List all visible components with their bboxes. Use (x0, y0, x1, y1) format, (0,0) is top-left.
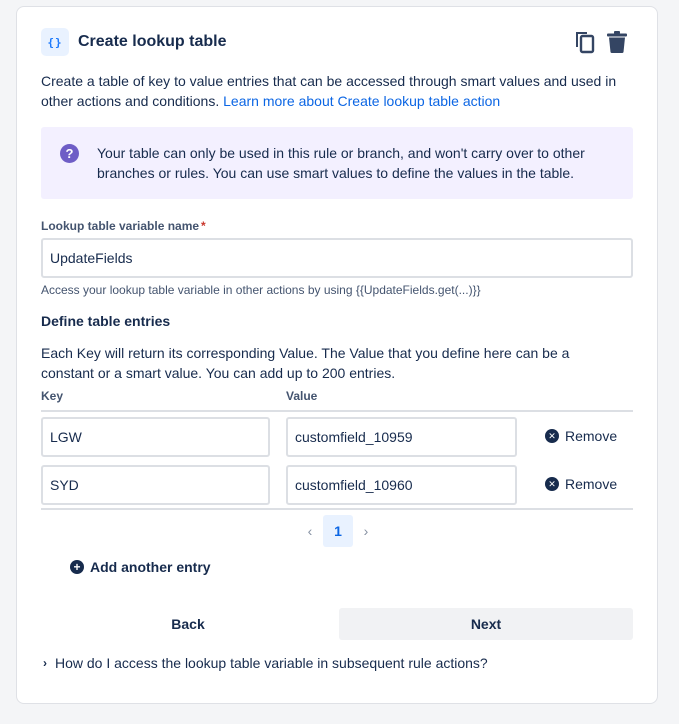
copy-button[interactable] (573, 29, 597, 55)
plus-circle-icon: + (70, 560, 84, 574)
chevron-right-icon: › (43, 656, 47, 670)
panel-title: Create lookup table (78, 33, 227, 50)
panel-header (41, 27, 633, 57)
create-lookup-table-panel (16, 6, 658, 704)
page-button-1[interactable]: 1 (323, 515, 353, 547)
entries-title: Define table entries (41, 313, 171, 329)
value-value: customfield_10959 (295, 429, 413, 445)
value-column-header: Value (286, 389, 318, 403)
remove-label: Remove (565, 476, 618, 492)
key-input[interactable] (41, 417, 270, 457)
trash-icon (606, 30, 628, 54)
key-input[interactable] (41, 465, 270, 505)
copy-icon (574, 30, 596, 54)
delete-button[interactable] (605, 29, 629, 55)
key-value: LGW (50, 429, 82, 445)
variable-name-input[interactable] (41, 238, 633, 278)
faq-question: How do I access the lookup table variable in subsequent rule actions? (55, 655, 488, 671)
curly-braces-icon: {} (41, 28, 69, 56)
add-entry-label: Add another entry (90, 559, 211, 575)
info-banner (41, 127, 633, 199)
value-value: customfield_10960 (295, 477, 413, 493)
value-input[interactable] (286, 465, 517, 505)
chevron-right-icon[interactable]: › (363, 523, 369, 539)
variable-helper-text: Access your lookup table variable in other actions by using {{UpdateFields.get(...)}} (41, 283, 481, 297)
chevron-left-icon[interactable]: ‹ (307, 523, 313, 539)
question-circle-icon: ? (60, 144, 79, 163)
learn-more-link[interactable]: Learn more about Create lookup table action (223, 93, 501, 109)
table-top-divider (41, 410, 633, 412)
add-entry-button[interactable] (70, 559, 211, 575)
key-column-header: Key (41, 389, 64, 403)
faq-expander[interactable] (43, 655, 488, 671)
variable-name-label (41, 219, 206, 233)
remove-label: Remove (565, 428, 618, 444)
cross-circle-icon: ✕ (545, 477, 559, 491)
header-actions (573, 29, 629, 55)
next-button[interactable]: Next (339, 608, 633, 640)
panel-description (41, 71, 641, 111)
required-mark: * (201, 219, 206, 233)
table-bottom-divider (41, 508, 633, 510)
pagination (303, 515, 373, 547)
description-text: Create a table of key to value entries that can be accessed through smart values and used in other actions and conditions. (41, 73, 617, 109)
info-text: Your table can only be used in this rule or branch, and won't carry over to other branches or rules. You can use smart values to define the values in the table. (97, 145, 585, 181)
entries-description: Each Key will return its corresponding Value. The Value that you define here can be a constant or a smart value. You can add up to 200 entries. (41, 345, 570, 381)
remove-entry-button[interactable] (545, 428, 617, 444)
back-button[interactable]: Back (171, 616, 205, 632)
variable-name-label-text: Lookup table variable name (41, 219, 200, 233)
variable-name-value: UpdateFields (50, 250, 133, 266)
value-input[interactable] (286, 417, 517, 457)
cross-circle-icon: ✕ (545, 429, 559, 443)
key-value: SYD (50, 477, 79, 493)
remove-entry-button[interactable] (545, 476, 617, 492)
